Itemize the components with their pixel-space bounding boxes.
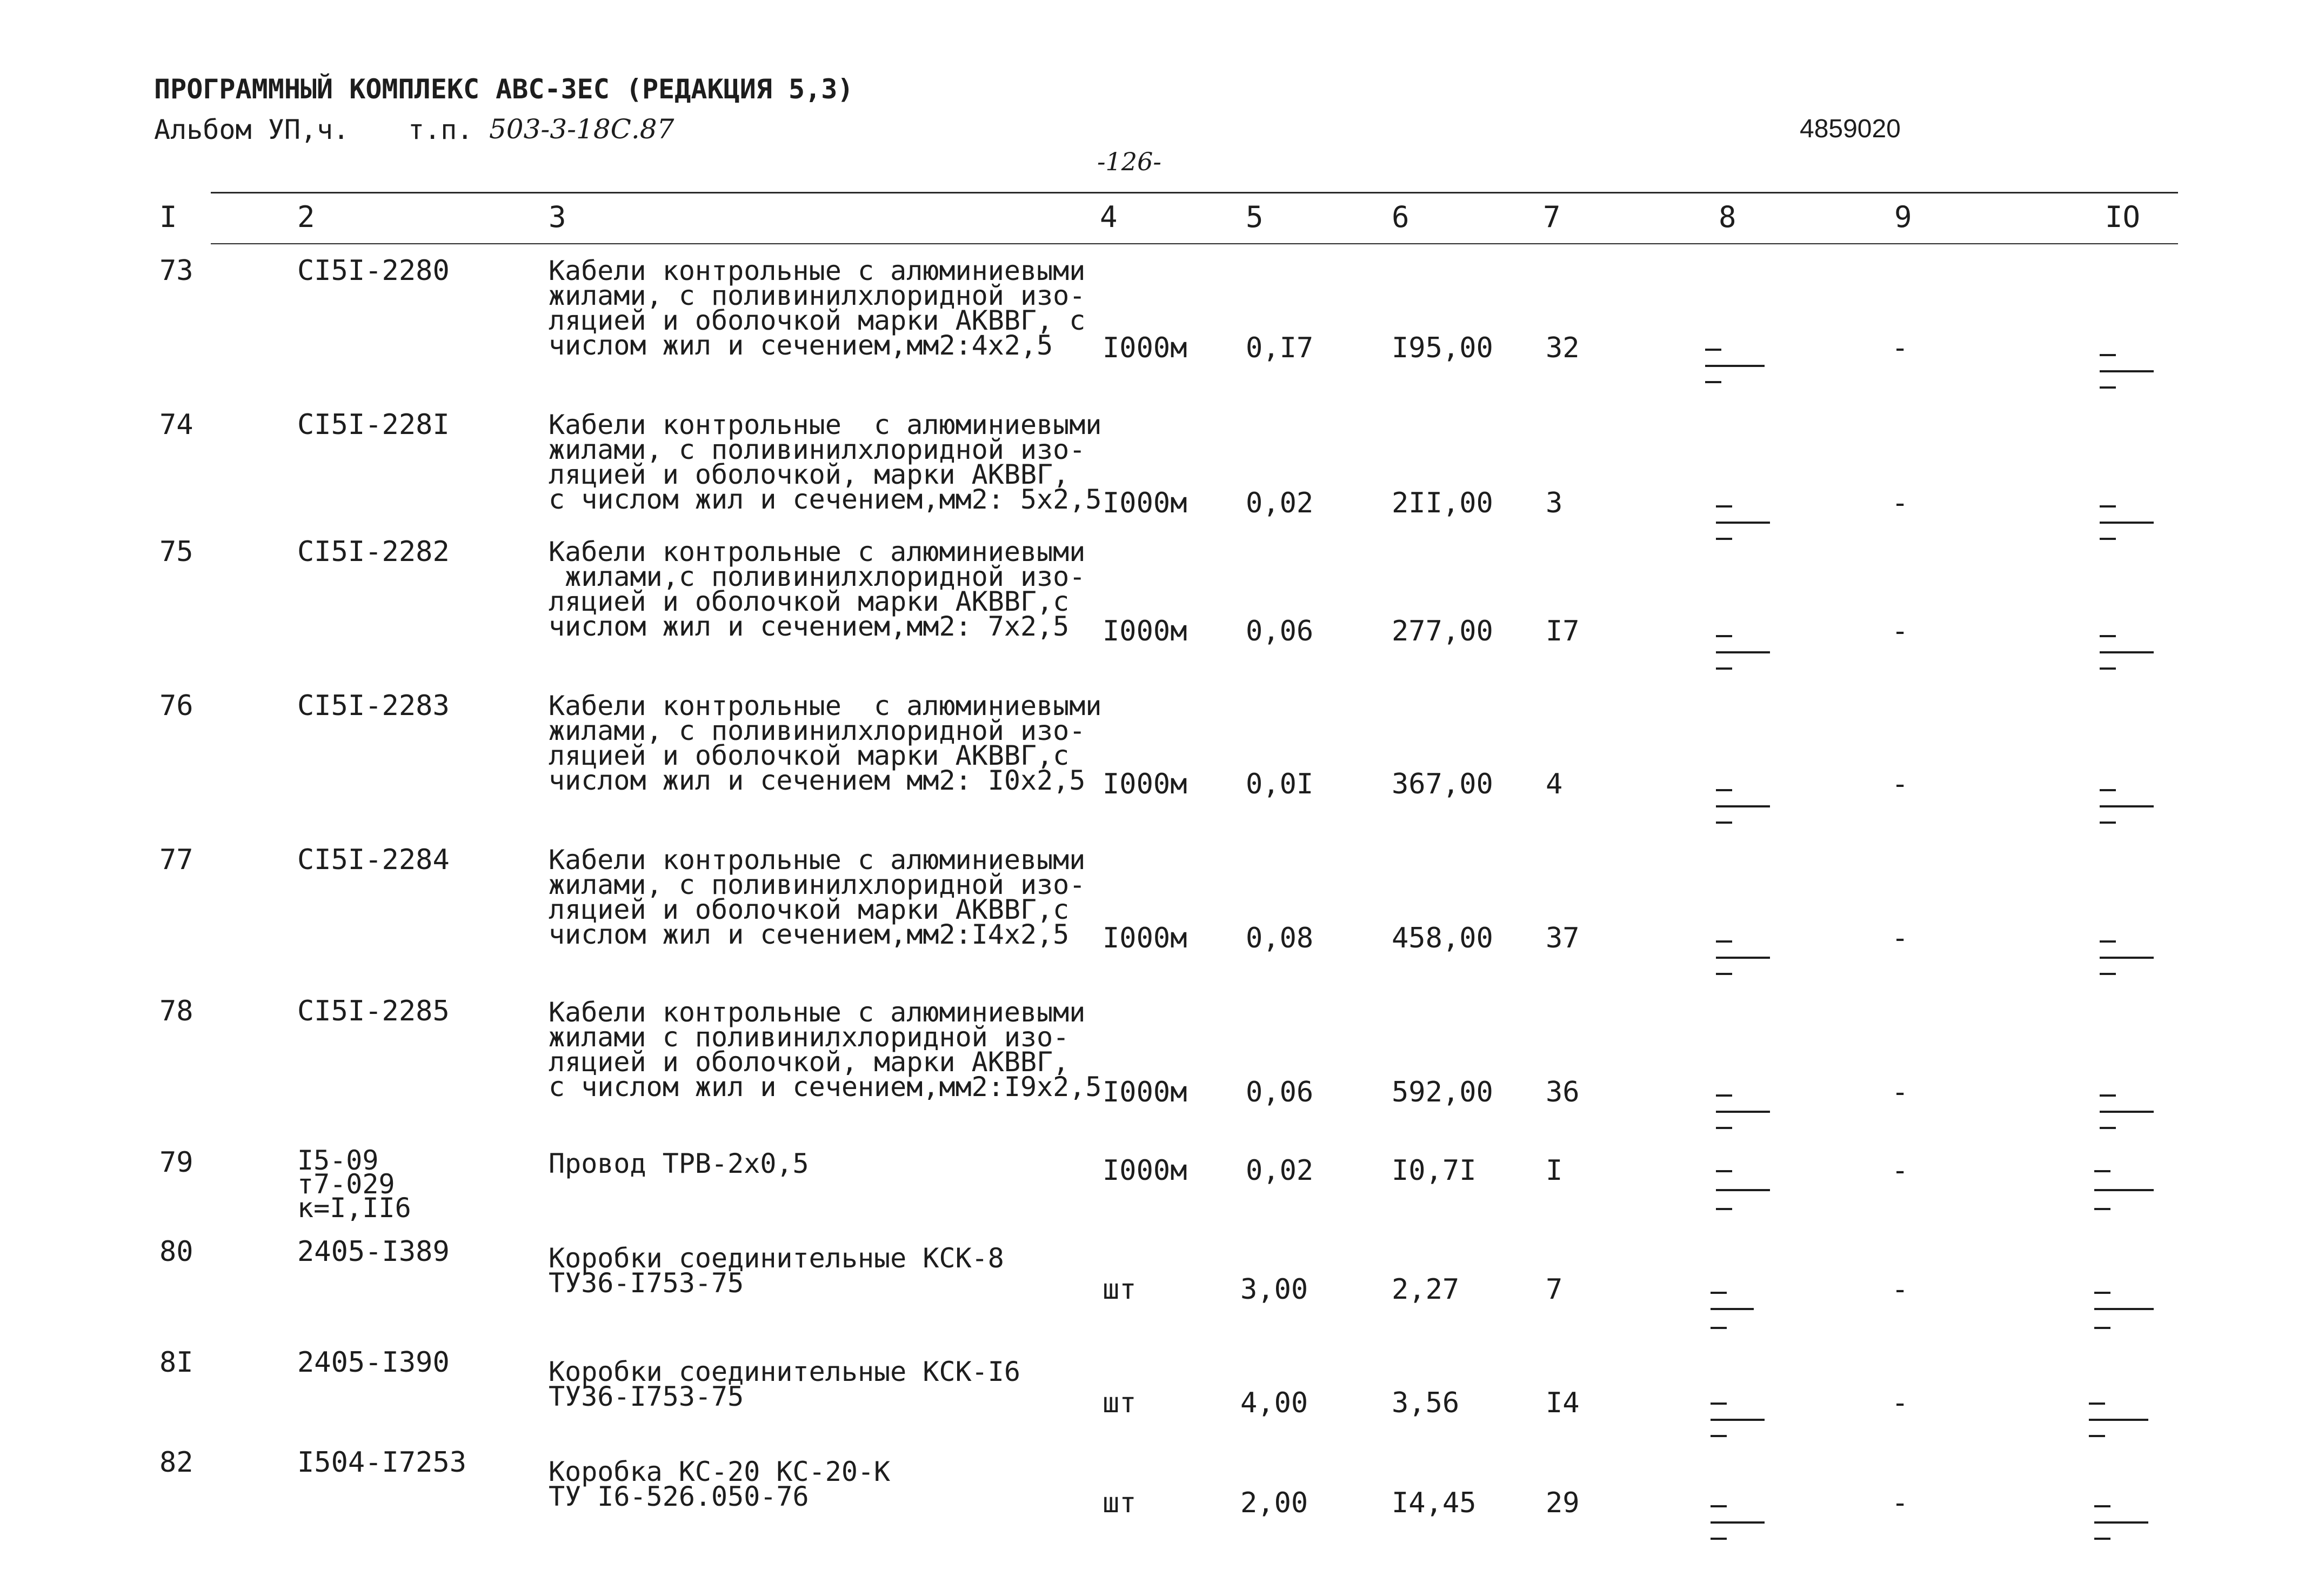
- row-description: Кабели контрольные с алюминиевыми жилами, с поливинилхлоридной изо- ляцией и оболочкой марки АКВВГ, с числом жил и сечением,мм2:4х2,5: [549, 255, 1086, 361]
- row-col7: 37: [1546, 922, 1580, 954]
- row-description: Кабели контрольные с алюминиевыми жилами с поливинилхлоридной изо- ляцией и оболочкой, марки АКВВГ, с числом жил и сечением,мм2:I9х2,5: [549, 997, 1102, 1103]
- row-qty: 0,06: [1246, 1076, 1314, 1108]
- row-qty: 0,0I: [1246, 768, 1314, 800]
- ditto-mark-col10: [2094, 1284, 2154, 1332]
- col-header-3: 3: [549, 200, 566, 234]
- ditto-mark-col8: [1716, 932, 1775, 981]
- ditto-mark-col10: [2100, 497, 2159, 546]
- row-code: CI5I-2282: [297, 536, 450, 568]
- row-description: Коробки соединительные КСК-I6 ТУ36-I753-75: [549, 1356, 1020, 1412]
- row-description: Кабели контрольные с алюминиевыми жилами, с поливинилхлоридной изо- ляцией и оболочкой, марки АКВВГ, с числом жил и сечением,мм2: 5х2,5: [549, 409, 1102, 515]
- row-unit: I000м: [1103, 615, 1187, 647]
- row-qty: 0,02: [1246, 1154, 1314, 1187]
- row-col9: -: [1892, 1076, 1909, 1108]
- row-number: 74: [159, 409, 193, 441]
- row-price: I95,00: [1392, 332, 1493, 364]
- ditto-mark-col10: [2100, 781, 2159, 830]
- row-col9: -: [1892, 768, 1909, 800]
- row-unit: I000м: [1103, 1076, 1187, 1108]
- ditto-mark-col10: [2100, 346, 2159, 395]
- ditto-mark-col8: [1705, 340, 1765, 389]
- ditto-mark-col8: [1716, 781, 1775, 830]
- row-code: 2405-I389: [297, 1236, 450, 1268]
- row-col7: I7: [1546, 615, 1580, 647]
- row-col9: -: [1892, 1154, 1909, 1187]
- doc-number: 4859020: [1800, 115, 1901, 143]
- row-number: 78: [159, 995, 193, 1027]
- row-description: Кабели контрольные с алюминиевыми жилами, с поливинилхлоридной изо- ляцией и оболочкой марки АКВВГ,с числом жил и сечением мм2: I0х2,5: [549, 690, 1102, 796]
- row-code: CI5I-2283: [297, 690, 450, 722]
- row-col7: 3: [1546, 487, 1563, 519]
- ditto-mark-col10: [2100, 1086, 2159, 1135]
- row-number: 79: [159, 1146, 193, 1179]
- row-code: I5-09 т7-029 к=I,II6: [297, 1145, 411, 1224]
- row-number: 82: [159, 1446, 193, 1479]
- row-col7: 36: [1546, 1076, 1580, 1108]
- ditto-mark-col10: [2100, 932, 2159, 981]
- row-code: CI5I-228I: [297, 409, 450, 441]
- col-header-8: 8: [1719, 200, 1736, 234]
- row-code: CI5I-2280: [297, 255, 450, 287]
- col-header-1: I: [159, 200, 177, 234]
- row-col9: -: [1892, 1387, 1909, 1419]
- row-col9: -: [1892, 1273, 1909, 1306]
- row-price: 3,56: [1392, 1387, 1460, 1419]
- row-description: Коробка КС-20 КС-20-К ТУ I6-526.050-76: [549, 1456, 891, 1512]
- row-price: 2,27: [1392, 1273, 1460, 1306]
- ditto-mark-col10: [2089, 1394, 2148, 1443]
- ditto-mark-col8: [1711, 1284, 1770, 1332]
- row-col9: -: [1892, 922, 1909, 954]
- row-col7: 29: [1546, 1487, 1580, 1519]
- row-col9: -: [1892, 615, 1909, 647]
- page-number: -126-: [1097, 147, 1161, 176]
- row-code: CI5I-2285: [297, 995, 450, 1027]
- ditto-mark-col10: [2100, 627, 2159, 676]
- row-col7: 4: [1546, 768, 1563, 800]
- row-code: 2405-I390: [297, 1346, 450, 1379]
- row-number: 80: [159, 1236, 193, 1268]
- ditto-mark-col8: [1716, 1162, 1775, 1211]
- col-header-10: IO: [2105, 200, 2141, 234]
- ditto-mark-col8: [1716, 627, 1775, 676]
- row-description: Провод ТРВ-2х0,5: [549, 1148, 809, 1179]
- row-description: Коробки соединительные КСК-8 ТУ36-I753-75: [549, 1243, 1004, 1299]
- row-description: Кабели контрольные с алюминиевыми жилами,с поливинилхлоридной изо- ляцией и оболочкой марки АКВВГ,с числом жил и сечением,мм2: 7х2,5: [549, 536, 1086, 642]
- row-qty: 3,00: [1240, 1273, 1308, 1306]
- ditto-mark-col8: [1711, 1394, 1770, 1443]
- row-description: Кабели контрольные с алюминиевыми жилами, с поливинилхлоридной изо- ляцией и оболочкой марки АКВВГ,с числом жил и сечением,мм2:I4х2,5: [549, 844, 1086, 950]
- col-header-7: 7: [1543, 200, 1561, 234]
- row-qty: 0,08: [1246, 922, 1314, 954]
- col-header-2: 2: [297, 200, 315, 234]
- row-price: I4,45: [1392, 1487, 1477, 1519]
- col-header-6: 6: [1392, 200, 1409, 234]
- table-top-rule: [211, 192, 2178, 193]
- row-col9: -: [1892, 1487, 1909, 1519]
- row-unit: шт: [1103, 1487, 1137, 1519]
- row-price: 592,00: [1392, 1076, 1493, 1108]
- header-bottom-rule: [211, 243, 2178, 244]
- row-unit: I000м: [1103, 487, 1187, 519]
- row-col7: 32: [1546, 332, 1580, 364]
- ditto-mark-col8: [1716, 1086, 1775, 1135]
- col-header-5: 5: [1246, 200, 1264, 234]
- row-unit: I000м: [1103, 922, 1187, 954]
- row-price: 2II,00: [1392, 487, 1493, 519]
- row-qty: 0,02: [1246, 487, 1314, 519]
- row-unit: шт: [1103, 1273, 1137, 1306]
- ditto-mark-col10: [2094, 1162, 2154, 1211]
- row-price: 367,00: [1392, 768, 1493, 800]
- row-number: 8I: [159, 1346, 193, 1379]
- row-code: I504-I7253: [297, 1446, 467, 1479]
- row-number: 73: [159, 255, 193, 287]
- row-col7: I4: [1546, 1387, 1580, 1419]
- row-col9: -: [1892, 487, 1909, 519]
- col-header-4: 4: [1100, 200, 1118, 234]
- program-title: ПРОГРАММНЫЙ КОМПЛЕКС АВС-ЗЕС (РЕДАКЦИЯ 5,3): [154, 74, 854, 105]
- row-col7: 7: [1546, 1273, 1563, 1306]
- ditto-mark-col8: [1716, 497, 1775, 546]
- row-unit: I000м: [1103, 768, 1187, 800]
- tp-number: 503-3-18С.87: [489, 113, 674, 145]
- row-price: 277,00: [1392, 615, 1493, 647]
- row-qty: 0,06: [1246, 615, 1314, 647]
- row-col9: -: [1892, 332, 1909, 364]
- row-col7: I: [1546, 1154, 1563, 1187]
- row-unit: шт: [1103, 1387, 1137, 1419]
- row-qty: 4,00: [1240, 1387, 1308, 1419]
- row-price: I0,7I: [1392, 1154, 1477, 1187]
- row-number: 77: [159, 844, 193, 876]
- row-code: CI5I-2284: [297, 844, 450, 876]
- col-header-9: 9: [1894, 200, 1912, 234]
- row-qty: 0,I7: [1246, 332, 1314, 364]
- row-unit: I000м: [1103, 332, 1187, 364]
- row-price: 458,00: [1392, 922, 1493, 954]
- row-number: 76: [159, 690, 193, 722]
- row-qty: 2,00: [1240, 1487, 1308, 1519]
- album-label: Альбом УП,ч.: [154, 114, 350, 145]
- tp-label: т.п.: [408, 114, 473, 145]
- row-unit: I000м: [1103, 1154, 1187, 1187]
- ditto-mark-col10: [2094, 1497, 2154, 1546]
- row-number: 75: [159, 536, 193, 568]
- ditto-mark-col8: [1711, 1497, 1770, 1546]
